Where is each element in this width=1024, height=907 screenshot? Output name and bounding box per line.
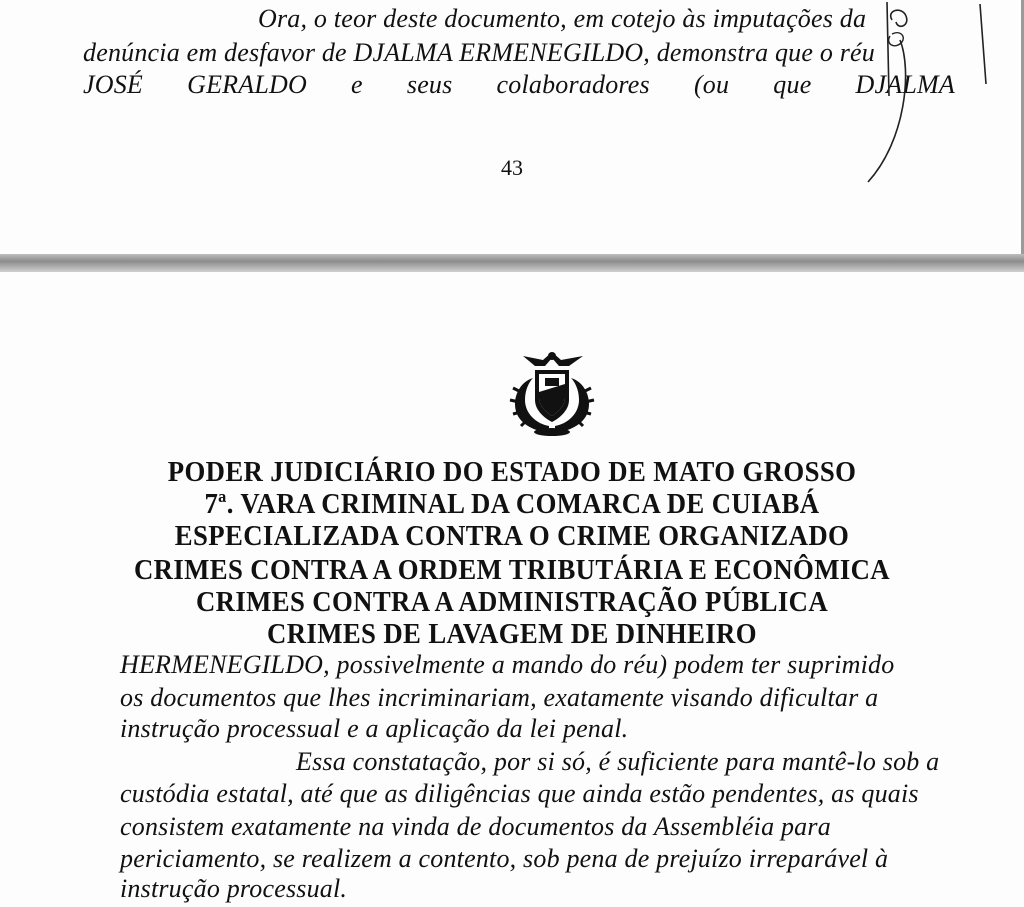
letterhead-line-3: ESPECIALIZADA CONTRA O CRIME ORGANIZADO	[174, 520, 850, 552]
page-number: 43	[501, 155, 523, 180]
word: JOSÉ	[83, 70, 143, 99]
text-line-1: Ora, o teor deste documento, em cotejo às imputações da	[258, 4, 867, 33]
body-line-4: Essa constatação, por si só, é suficiente para mantê-lo sob a	[296, 747, 940, 776]
word: DJALMA	[855, 70, 955, 99]
word: seus	[406, 70, 453, 99]
handwritten-signature	[840, 0, 990, 190]
previous-page	[0, 0, 1024, 254]
body-line-1: HERMENEGILDO, possivelmente a mando do réu) podem ter suprimido	[120, 650, 895, 679]
body-line-2: os documentos que lhes incriminariam, exatamente visando dificultar a	[120, 683, 879, 712]
letterhead-line-1: PODER JUDICIÁRIO DO ESTADO DE MATO GROSSO	[167, 456, 857, 488]
word: (ou	[693, 70, 730, 99]
letterhead-line-6: CRIMES DE LAVAGEM DE DINHEIRO	[267, 618, 757, 650]
coat-of-arms-icon	[505, 348, 600, 438]
body-line-5: custódia estatal, até que as diligências que ainda estão pendentes, as quais	[120, 779, 919, 808]
text-line-3	[83, 70, 955, 100]
body-line-6: consistem exatamente na vinda de documentos da Assembléia para	[120, 812, 831, 841]
word: que	[773, 70, 812, 99]
body-line-8: instrução processual.	[120, 874, 348, 903]
word: e	[351, 70, 363, 99]
page-separator	[0, 254, 1024, 272]
letterhead-line-5: CRIMES CONTRA A ADMINISTRAÇÃO PÚBLICA	[195, 586, 829, 618]
word: GERALDO	[187, 70, 307, 99]
text-line-2: denúncia em desfavor de DJALMA ERMENEGILDO, demonstra que o réu	[83, 38, 875, 67]
word: colaboradores	[496, 70, 650, 99]
letterhead-line-2: 7ª. VARA CRIMINAL DA COMARCA DE CUIABÁ	[204, 488, 820, 520]
letterhead-line-4: CRIMES CONTRA A ORDEM TRIBUTÁRIA E ECONÔMICA	[133, 554, 891, 586]
body-line-7: periciamento, se realizem a contento, sob pena de prejuízo irreparável à	[120, 844, 889, 873]
body-line-3: instrução processual e a aplicação da lei penal.	[120, 714, 629, 743]
